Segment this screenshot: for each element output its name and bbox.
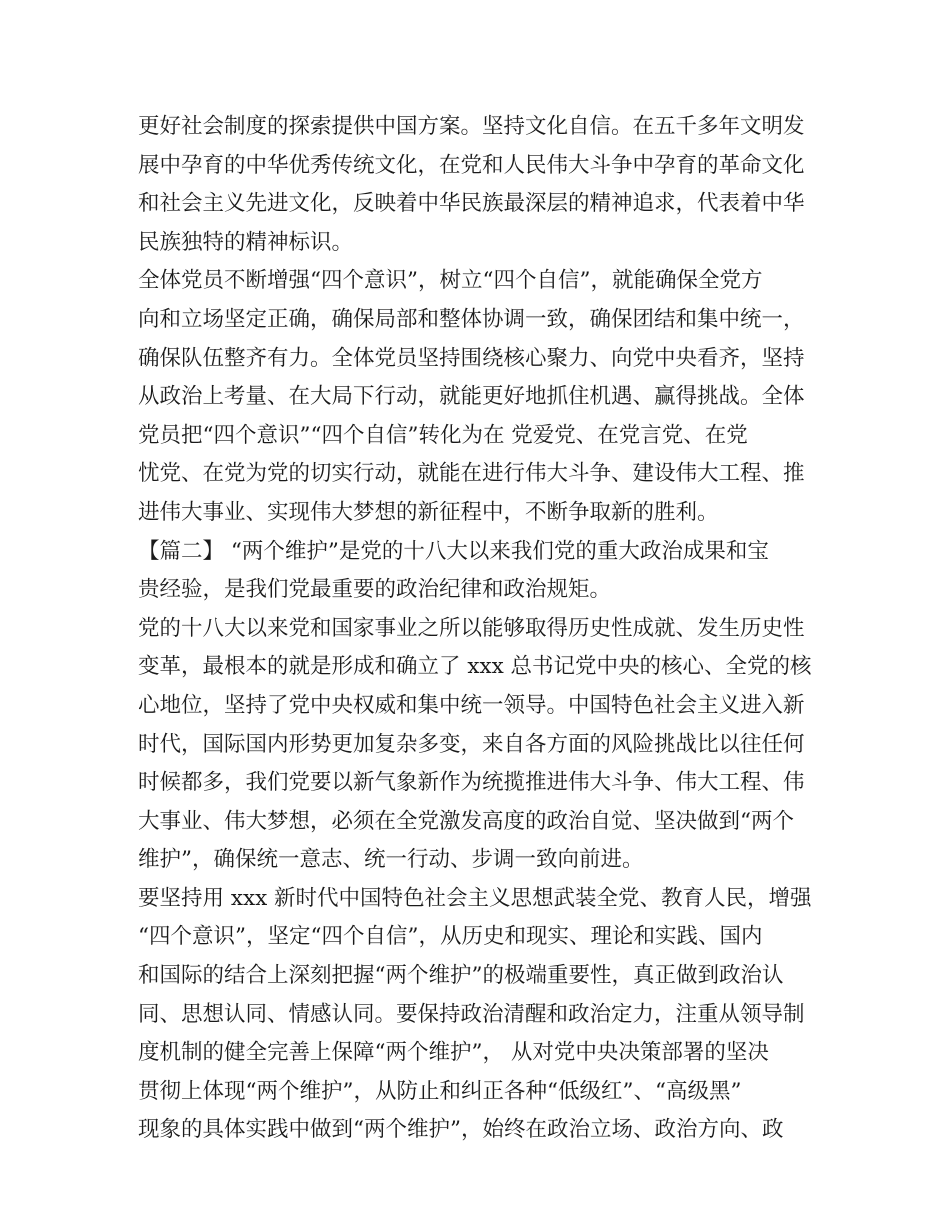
text-line: 全体党员不断增强“四个意识”，树立“四个自信”，就能确保全党方 [138,268,763,294]
text-line: “四个意识”，坚定“四个自信”，从历史和现实、理论和实践、国内 [138,924,763,950]
text-line: 维护”，确保统一意志、统一行动、步调一致向前进。 [138,847,644,873]
text-line: 和国际的结合上深刻把握“两个维护”的极端重要性，真正做到政治认 [138,963,784,989]
text-line: 心地位，坚持了党中央权威和集中统一领导。中国特色社会主义进入新 [138,692,805,718]
document-body [138,108,818,1150]
section-heading-line: 【篇二】 “两个维护”是党的十八大以来我们党的重大政治成果和宝 [138,538,769,564]
text-line: 确保队伍整齐有力。全体党员坚持围绕核心聚力、向党中央看齐，坚持 [138,345,805,371]
text-line: 度机制的健全完善上保障“两个维护”， 从对党中央决策部署的坚决 [138,1040,769,1066]
text-line: 时候都多，我们党要以新气象新作为统揽推进伟大斗争、伟大工程、伟 [138,770,805,796]
text-line: 同、思想认同、情感认同。要保持政治清醒和政治定力，注重从领导制 [138,1001,805,1027]
text-line: 展中孕育的中华优秀传统文化，在党和人民伟大斗争中孕育的革命文化 [138,152,805,178]
text-line: 从政治上考量、在大局下行动，就能更好地抓住机遇、赢得挑战。全体 [138,384,805,410]
text-line: 更好社会制度的探索提供中国方案。坚持文化自信。在五千多年文明发 [138,114,805,139]
text-line: 民族独特的精神标识。 [138,229,354,255]
text-line: 和社会主义先进文化，反映着中华民族最深层的精神追求，代表着中华 [138,191,805,217]
text-line: 贵经验，是我们党最重要的政治纪律和政治规矩。 [138,577,612,603]
text-line: 大事业、伟大梦想，必须在全党激发高度的政治自觉、坚决做到“两个 [138,808,794,834]
text-line: 向和立场坚定正确，确保局部和整体协调一致，确保团结和集中统一， [138,306,805,332]
text-line: 要坚持用 xxx 新时代中国特色社会主义思想武装全党、教育人民，增强 [138,885,812,911]
text-line: 进伟大事业、实现伟大梦想的新征程中，不断争取新的胜利。 [138,499,719,525]
text-line: 党的十八大以来党和国家事业之所以能够取得历史性成就、发生历史性 [138,615,805,641]
text-line: 忧党、在党为党的切实行动，就能在进行伟大斗争、建设伟大工程、推 [138,461,805,487]
text-line: 时代，国际国内形势更加复杂多变，来自各方面的风险挑战比以往任何 [138,731,805,757]
text-line: 现象的具体实践中做到“两个维护”，始终在政治立场、政治方向、政 [138,1117,784,1143]
text-line: 变革，最根本的就是形成和确立了 xxx 总书记党中央的核心、全党的核 [138,654,812,680]
text-line: 贯彻上体现“两个维护”，从防止和纠正各种“低级红”、“高级黑” [138,1078,742,1104]
text-line: 党员把“四个意识”“四个自信”转化为在 党爱党、在党言党、在党 [138,422,748,448]
